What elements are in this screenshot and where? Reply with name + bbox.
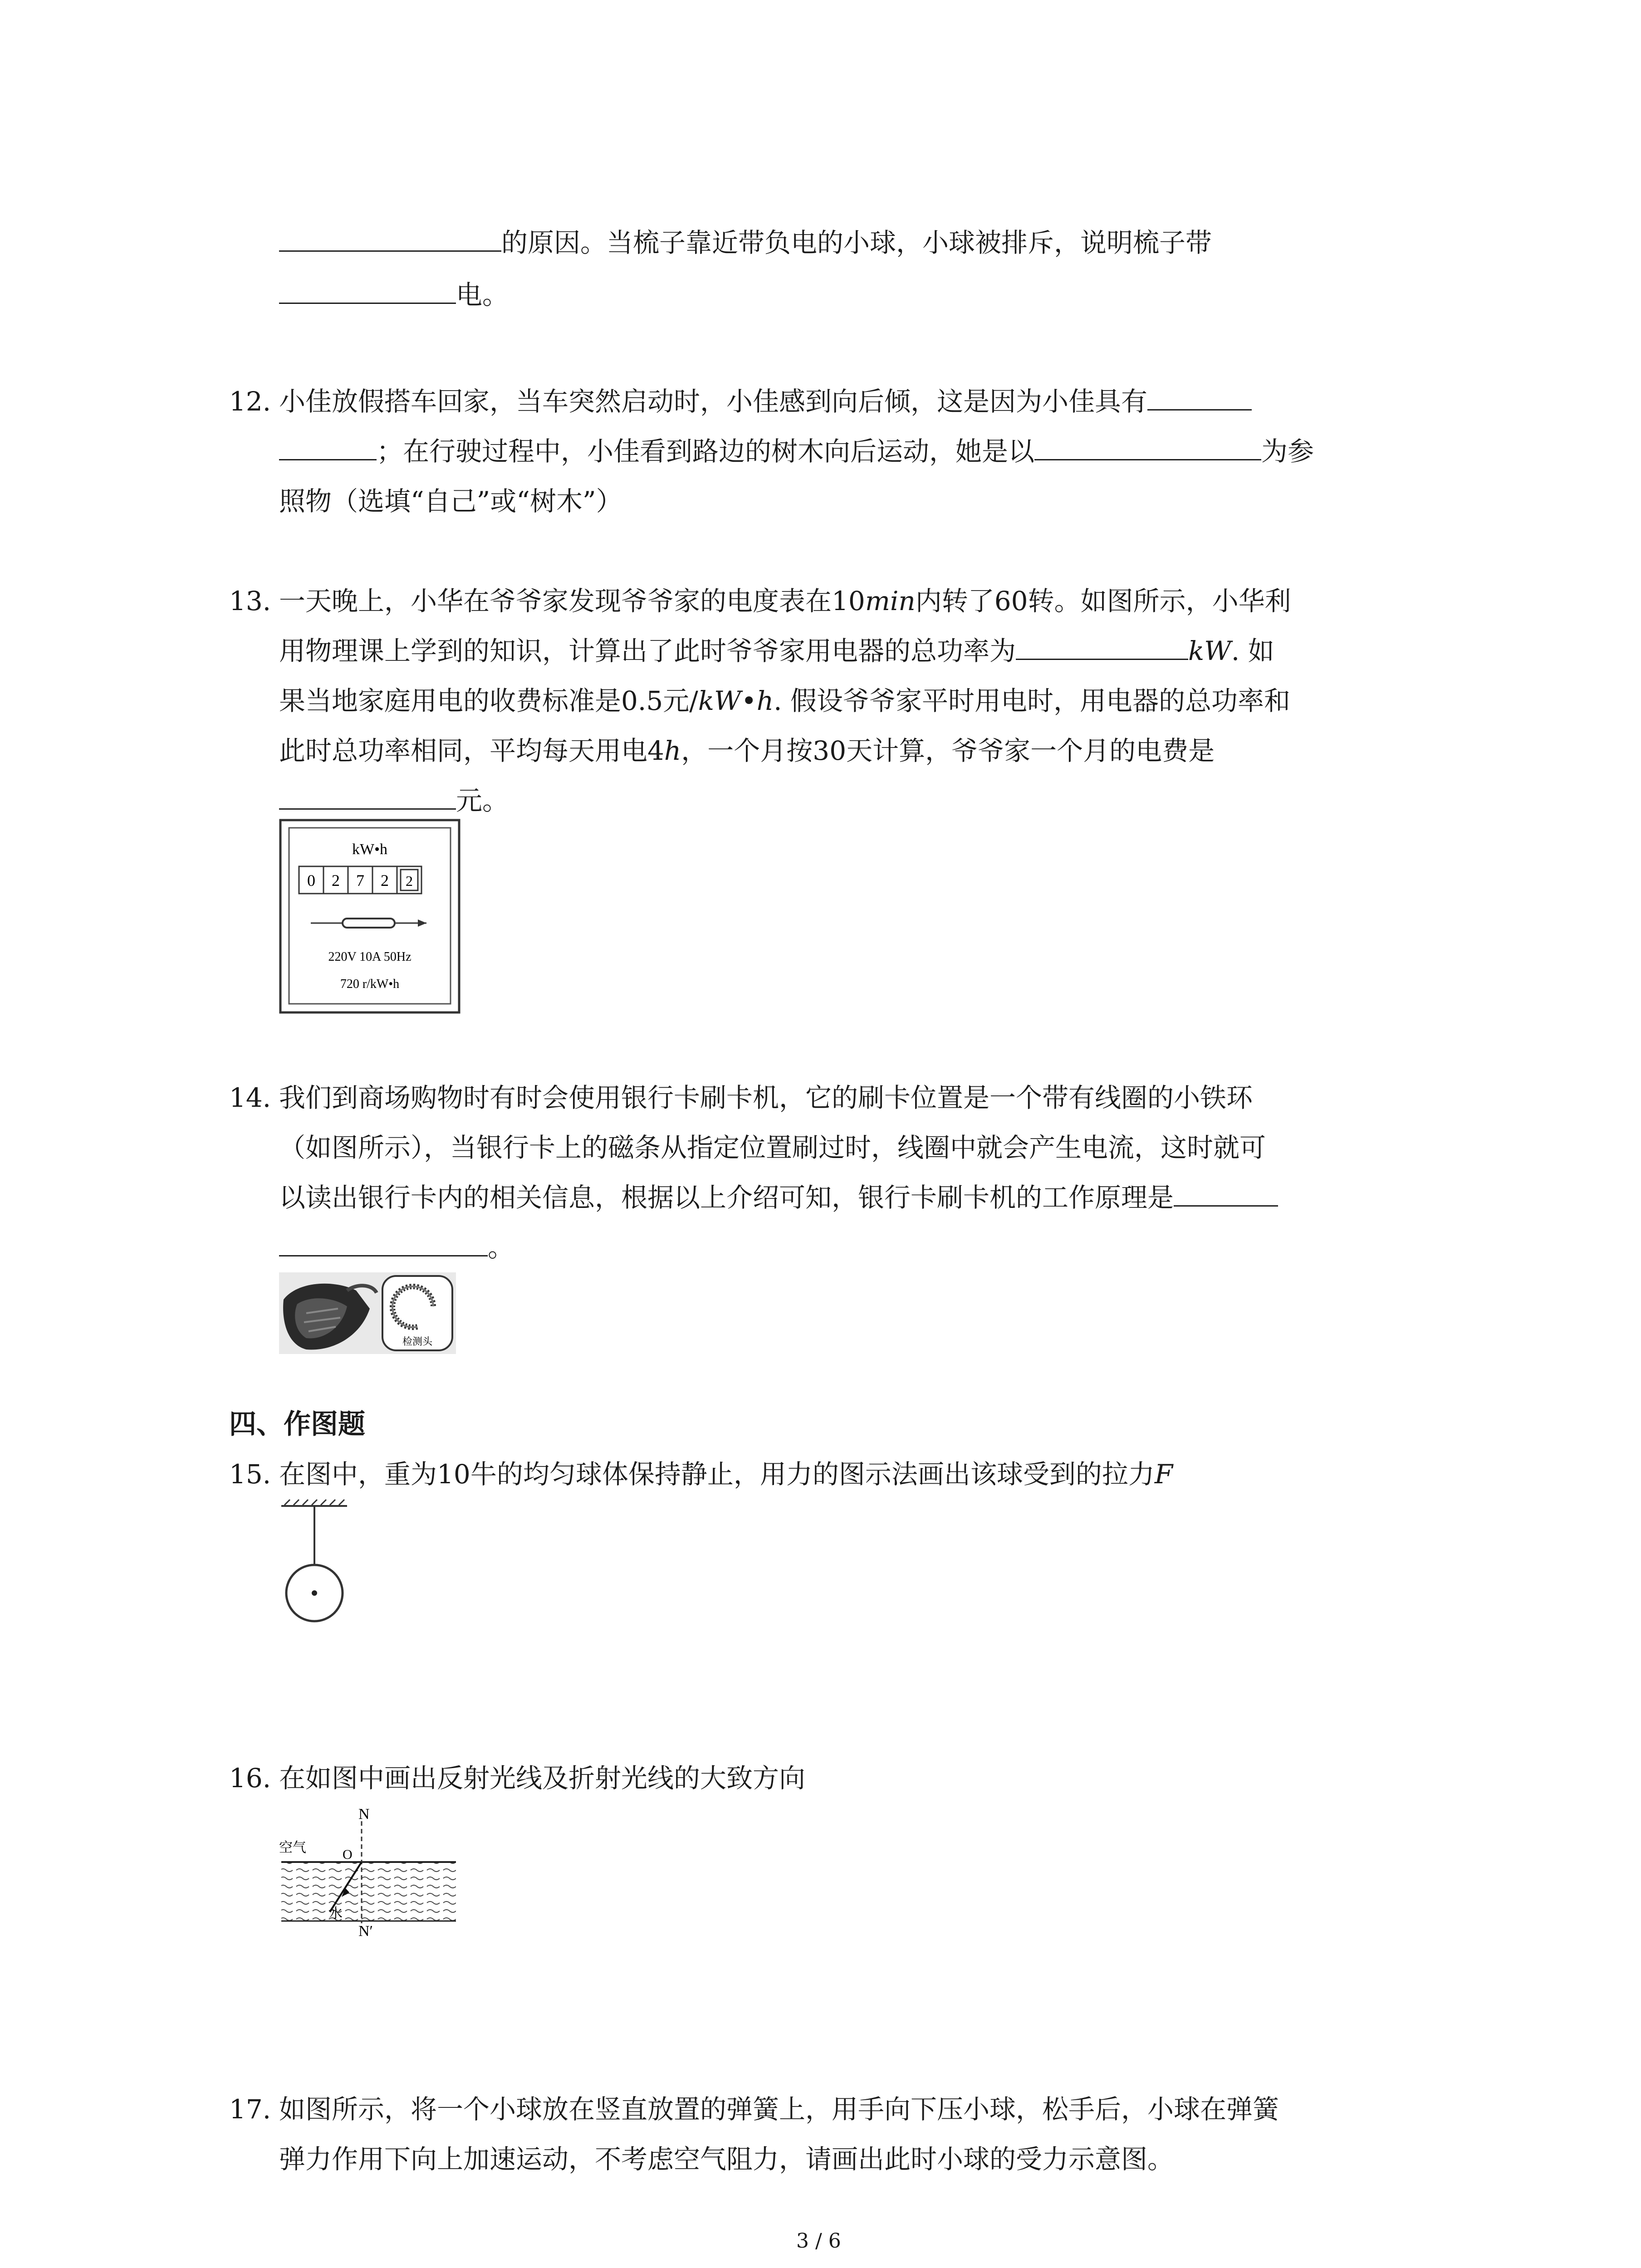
air-label: 空气 [279, 1840, 306, 1855]
hanging-ball-figure [279, 1497, 356, 1633]
answer-blank[interactable] [1016, 633, 1188, 660]
question-number: 14. [229, 1082, 271, 1113]
card-reader-figure [279, 1272, 456, 1354]
q13-line4: 此时总功率相同，平均每天用电4h，一个月按30天计算，爷爷家一个月的电费是 [279, 735, 1215, 766]
q15-line1: 在图中，重为10牛的均匀球体保持静止，用力的图示法画出该球受到的拉力F [279, 1459, 1173, 1490]
q11-line1: 的原因。当梳子靠近带负电的小球，小球被排斥，说明梳子带 [279, 225, 1212, 261]
meter-digit: 7 [356, 871, 364, 890]
q11-line2: 电。 [279, 277, 509, 313]
q14-line1: 我们到商场购物时有时会使用银行卡刷卡机，它的刷卡位置是一个带有线圈的小铁环 [279, 1082, 1253, 1113]
meter-digit: 2 [406, 873, 413, 889]
answer-blank[interactable] [1174, 1180, 1278, 1207]
reflection-refraction-figure [279, 1801, 460, 1937]
meter-digit: 2 [381, 871, 389, 890]
q12-line2: ；在行驶过程中，小佳看到路边的树木向后运动，她是以 为参 [279, 433, 1314, 469]
q17-line2: 弹力作用下向上加速运动，不考虑空气阻力，请画出此时小球的受力示意图。 [279, 2144, 1174, 2175]
normal-label-top: N [358, 1806, 370, 1823]
ceiling-hatch [281, 1500, 347, 1506]
q14-line4: 。 [279, 1229, 514, 1266]
answer-blank[interactable] [279, 434, 377, 460]
q13-line1: 一天晚上，小华在爷爷家发现爷爷家的电度表在10min内转了60转。如图所示，小华利 [279, 586, 1291, 616]
water-region [281, 1862, 456, 1921]
question-number: 17. [229, 2094, 271, 2125]
q12-line1: 小佳放假搭车回家，当车突然启动时，小佳感到向后倾，这是因为小佳具有 [279, 383, 1252, 420]
meter-specs: 220V 10A 50Hz [328, 950, 411, 964]
meter-digit: 0 [307, 871, 315, 890]
section-title: 四、作图题 [229, 1408, 365, 1440]
detector-head-inset [382, 1276, 452, 1350]
answer-blank[interactable] [279, 1230, 488, 1256]
q14-line3: 以读出银行卡内的相关信息，根据以上介绍可知，银行卡刷卡机的工作原理是 [279, 1179, 1278, 1216]
meter-rate: 720 r/kW•h [340, 977, 400, 991]
question-number: 13. [229, 586, 271, 616]
q13-line3: 果当地家庭用电的收费标准是0.5元/kW•h. 假设爷爷家平时用电时，用电器的总功率和 [279, 685, 1291, 716]
answer-blank[interactable] [1147, 384, 1252, 411]
normal-label-bottom: N′ [358, 1923, 373, 1937]
answer-blank[interactable] [279, 225, 501, 252]
detector-label: 检测头 [402, 1336, 433, 1347]
electricity-meter-figure [279, 819, 460, 1014]
meter-digit: 2 [332, 871, 340, 890]
answer-blank[interactable] [279, 277, 456, 304]
page-number: 3 / 6 [796, 2229, 841, 2253]
q17-line1: 如图所示，将一个小球放在竖直放置的弹簧上，用手向下压小球，松手后，小球在弹簧 [279, 2094, 1279, 2125]
question-number: 16. [229, 1763, 271, 1794]
answer-blank[interactable] [279, 783, 456, 810]
question-number: 12. [229, 386, 271, 417]
q16-line1: 在如图中画出反射光线及折射光线的大致方向 [279, 1763, 806, 1794]
q12-line3: 照物（选填“自己”或“树木”） [279, 486, 622, 517]
answer-blank[interactable] [1034, 434, 1261, 460]
q13-line2: 用物理课上学到的知识，计算出了此时爷爷家用电器的总功率为 kW. 如 [279, 633, 1274, 669]
water-label: 水 [329, 1906, 343, 1921]
meter-unit-label: kW•h [352, 841, 387, 858]
q14-line2: （如图所示），当银行卡上的磁条从指定位置刷过时，线圈中就会产生电流，这时就可 [279, 1132, 1266, 1163]
ball-center [312, 1590, 317, 1596]
question-number: 15. [229, 1459, 271, 1490]
point-label: O [343, 1847, 353, 1862]
q13-line5: 元。 [279, 782, 509, 819]
